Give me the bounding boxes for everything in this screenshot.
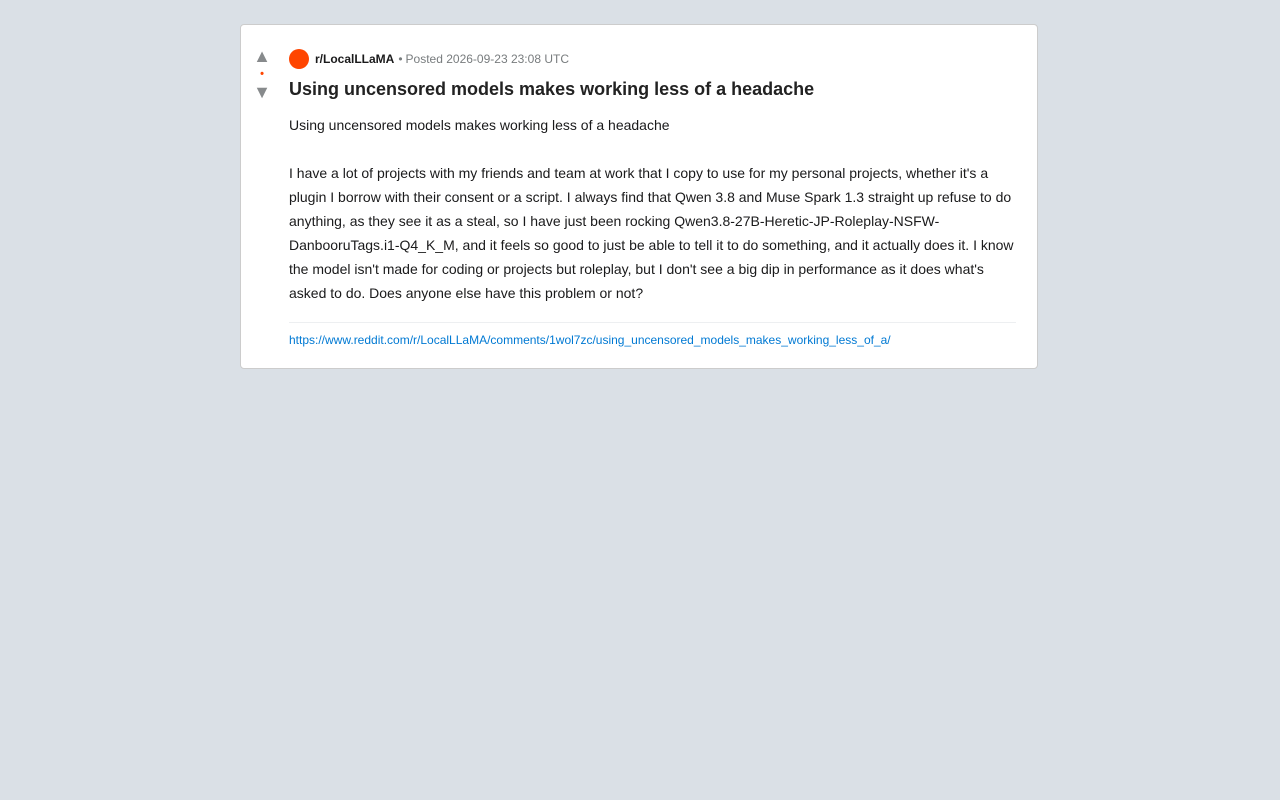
vote-score: • <box>260 68 264 80</box>
subreddit-name[interactable]: r/LocalLLaMA <box>315 52 395 66</box>
post-meta <box>289 49 1016 69</box>
post-title[interactable]: Using uncensored models makes working less of a headache <box>289 79 815 99</box>
post-body <box>289 113 1016 305</box>
downvote-icon[interactable]: ▼ <box>253 82 271 102</box>
post-card <box>240 24 1038 369</box>
post-timestamp: Posted 2026-09-23 23:08 UTC <box>405 52 569 66</box>
vote-column <box>251 47 273 101</box>
post-body-paragraph: I have a lot of projects with my friends and team at work that I copy to use for my personal projects, whether it's a plugin I borrow with their consent or a script. I always find that Qwen 3.8 and Muse Spark 1.3 straight up refuse to do anything, as they see it as a steal, so I have just been rocking Qwen3.8-27B-Heretic-JP-Roleplay-NSFW-DanbooruTags.i1-Q4_K_M, and it feels so good to just be able to tell it to do something, and it actually does it. I know the model isn't made for coding or projects but roleplay, but I don't see a big dip in performance as it does what's asked to do. Does anyone else have this problem or not? <box>289 165 1014 301</box>
post-content <box>289 49 1016 348</box>
meta-separator: • <box>398 52 403 66</box>
upvote-icon[interactable]: ▲ <box>253 46 271 66</box>
divider <box>289 322 1016 323</box>
post-body-paragraph: Using uncensored models makes working less of a headache <box>289 117 670 133</box>
subreddit-avatar-icon[interactable] <box>289 49 309 69</box>
post-permalink[interactable]: https://www.reddit.com/r/LocalLLaMA/comments/1wol7zc/using_uncensored_models_makes_working_less_of_a/ <box>289 333 891 347</box>
